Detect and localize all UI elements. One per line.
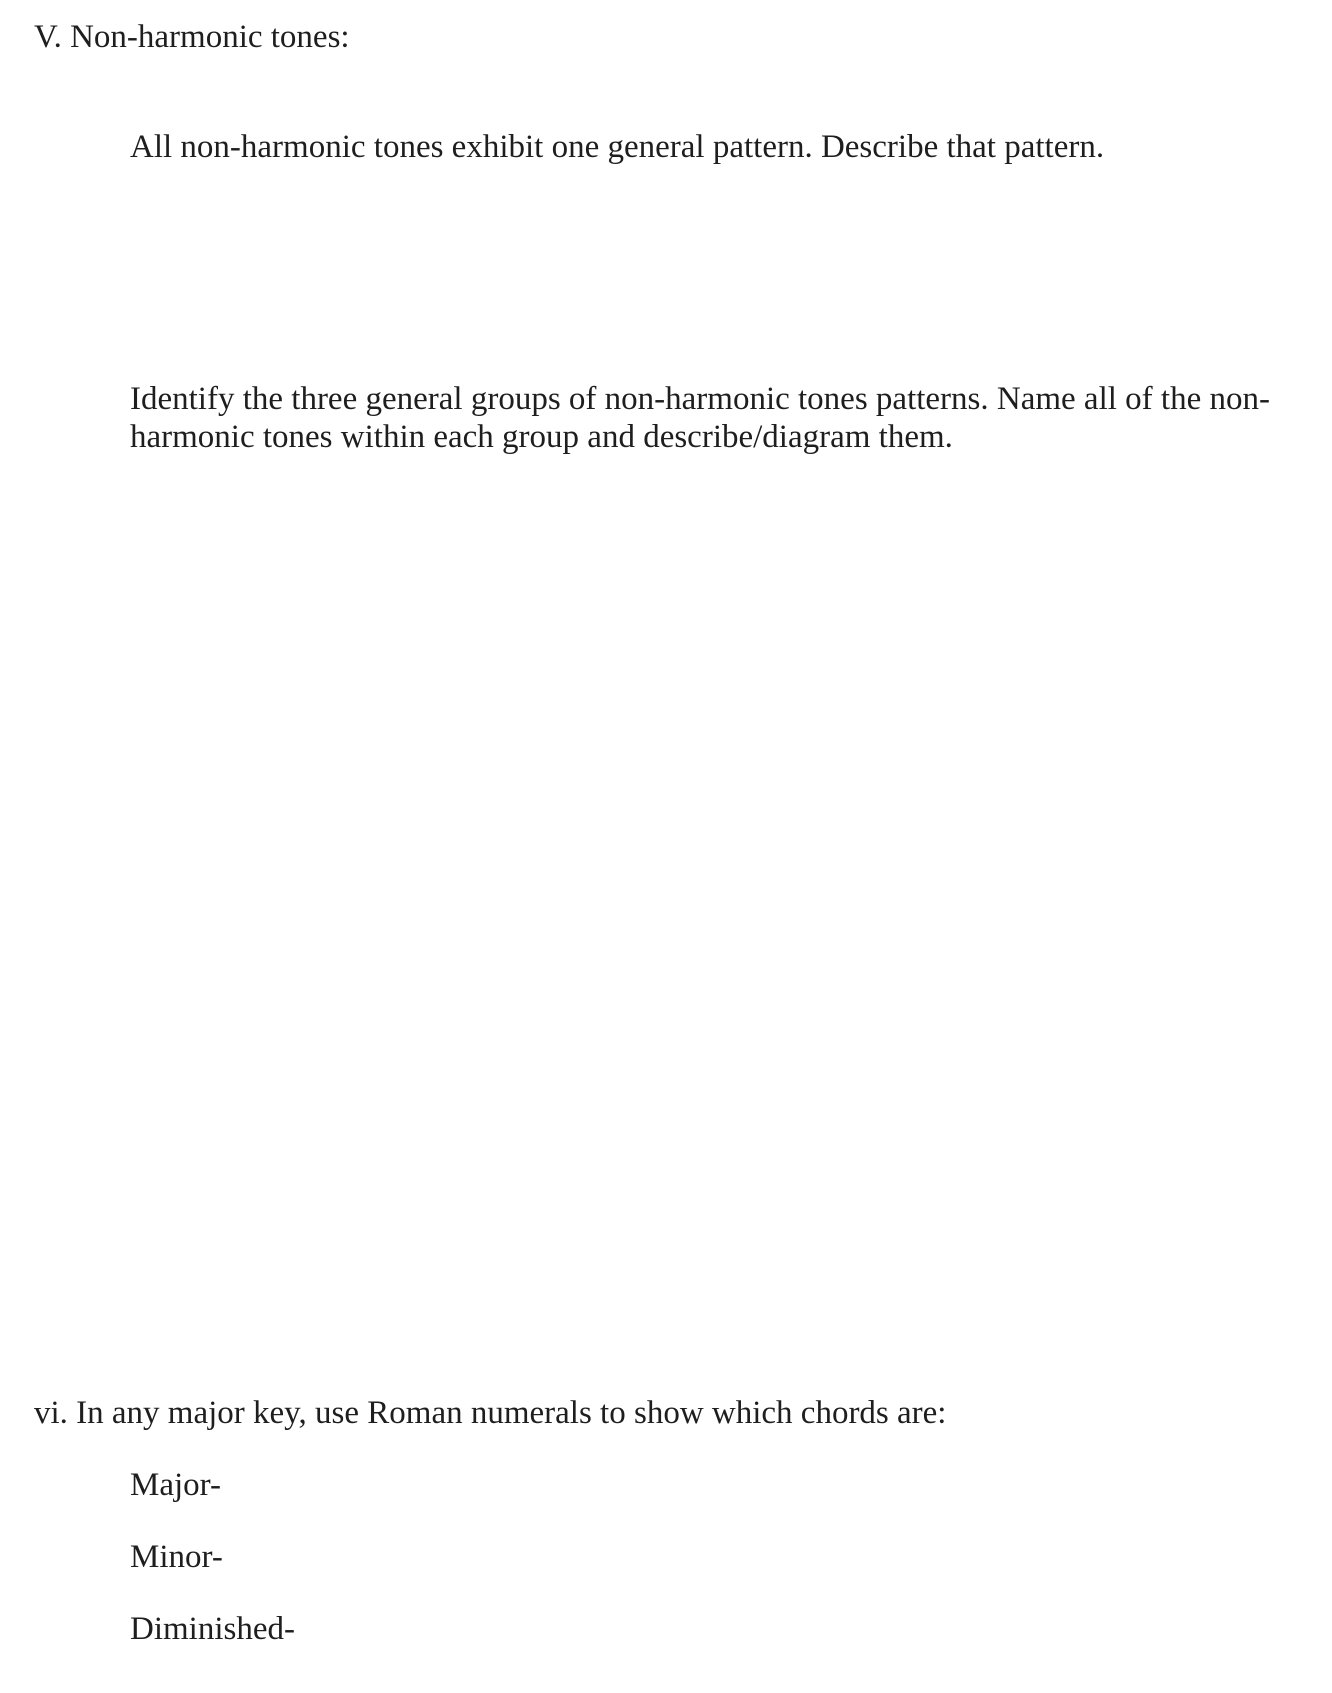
section-v-question-1: All non-harmonic tones exhibit one general pattern. Describe that pattern. [130,129,1105,165]
diminished-chords-label: Diminished- [130,1611,295,1647]
answer-space-question-2[interactable] [130,470,1230,1370]
major-chords-label: Major- [130,1467,221,1503]
section-v-question-2: Identify the three general groups of non-harmonic tones patterns. Name all of the non-harmonic tones within each group and describe/diagram them. [130,381,1270,455]
minor-chords-label: Minor- [130,1539,223,1575]
section-vi-heading: vi. In any major key, use Roman numerals to show which chords are: [34,1395,947,1431]
section-v-heading: V. Non-harmonic tones: [34,19,350,55]
answer-space-question-1[interactable] [130,175,1230,365]
